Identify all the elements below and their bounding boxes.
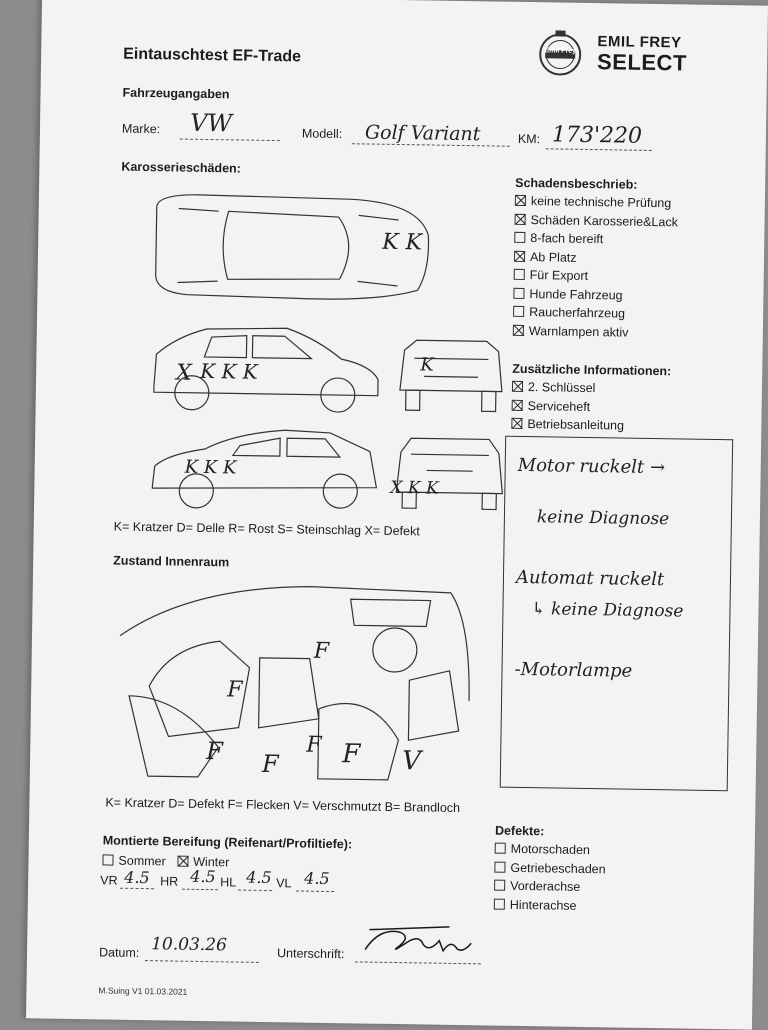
checklist-label: Betriebsanleitung (527, 417, 625, 433)
mark-right-side: K K K (184, 456, 237, 479)
km-label: KM: (517, 131, 541, 147)
hl-line (238, 890, 272, 892)
make-value[interactable]: VW (189, 108, 233, 138)
checkbox[interactable] (512, 381, 523, 392)
checklist-label: Vorderachse (510, 878, 581, 894)
mark-top-view: K K (382, 229, 423, 256)
vl-label: VL (276, 876, 292, 891)
checklist-item[interactable] (512, 380, 625, 400)
checklist-item[interactable] (512, 398, 625, 418)
vr-line (120, 888, 154, 890)
interior-title: Zustand Innenraum (113, 553, 230, 570)
checkbox[interactable] (494, 898, 505, 909)
checklist-label: Motorschaden (510, 841, 591, 858)
checklist-label: Für Export (529, 268, 589, 283)
checklist-label: Serviceheft (527, 398, 591, 414)
mark-interior-v: V (401, 746, 422, 777)
checklist-item[interactable] (494, 897, 605, 917)
mark-interior-f5: F (306, 732, 322, 758)
checkbox[interactable] (514, 250, 525, 261)
checklist-label: Schäden Karosserie&Lack (530, 212, 679, 229)
body-damage-title: Karosserieschäden: (121, 159, 242, 176)
form-version: M.Suing V1 01.03.2021 (98, 985, 188, 997)
checklist-label: keine technische Prüfung (530, 194, 672, 211)
checklist-label: 8-fach bereift (530, 231, 604, 247)
date-value[interactable]: 10.03.26 (151, 934, 228, 956)
hr-line (182, 889, 218, 891)
brand-line-2: SELECT (596, 49, 688, 76)
mark-interior-f2: F (226, 677, 243, 703)
checklist-item[interactable] (494, 860, 605, 880)
winter-label: Winter (193, 854, 230, 870)
checkbox[interactable] (511, 418, 522, 429)
defects-title: Defekte: (494, 823, 545, 839)
mark-interior-f6: F (341, 739, 361, 770)
make-line (180, 139, 280, 142)
mark-left-side: K K K (200, 358, 258, 384)
note-line-1: Motor ruckelt → (517, 454, 666, 479)
mark-interior-f3: F (206, 737, 224, 766)
checkbox[interactable] (515, 195, 526, 206)
note-line-5: -Motorlampe (514, 658, 633, 682)
checklist-label: Raucherfahrzeug (529, 305, 626, 321)
checkbox[interactable] (514, 232, 525, 243)
checklist-item[interactable] (495, 842, 606, 862)
emblem-text: Emil Frey (544, 47, 577, 55)
checkbox[interactable] (515, 213, 526, 224)
summer-checkbox[interactable] (102, 854, 113, 865)
body-damage-legend: K= Kratzer D= Delle R= Rost S= Steinschlag X= Defekt (113, 519, 420, 539)
checkbox[interactable] (513, 324, 524, 335)
inspection-form-sheet (26, 0, 768, 1030)
winter-checkbox[interactable] (177, 856, 188, 867)
model-label: Modell: (301, 126, 343, 142)
tread-depth-row (100, 866, 400, 900)
vl-line (296, 890, 334, 892)
brand-line-1: EMIL FREY (597, 33, 682, 52)
damage-desc-title: Schadensbeschrieb: (515, 175, 638, 192)
make-label: Marke: (121, 121, 161, 137)
date-label: Datum: (98, 945, 140, 961)
checkbox[interactable] (513, 306, 524, 317)
car-diagrams (114, 186, 539, 523)
checkbox[interactable] (495, 843, 506, 854)
mark-front: K (420, 354, 434, 376)
signature-label: Unterschrift: (276, 946, 345, 962)
notes-box[interactable] (500, 436, 734, 792)
mark-left-x: X (175, 360, 193, 386)
hl-label: HL (220, 875, 237, 890)
extra-info-title: Zusätzliche Informationen: (512, 361, 672, 379)
tires-title: Montierte Bereifung (Reifenart/Profiltiefe): (102, 833, 353, 852)
interior-diagram (108, 576, 481, 792)
mark-interior-f1: F (313, 638, 330, 664)
extra-info-list (511, 380, 624, 437)
vehicle-section-title: Fahrzeugangaben (122, 85, 230, 102)
summer-label: Sommer (118, 853, 166, 869)
checklist-item[interactable] (513, 323, 677, 344)
checklist-label: 2. Schlüssel (527, 380, 596, 396)
defects-list (494, 842, 606, 918)
car-rear-view (396, 438, 503, 510)
checklist-item[interactable] (511, 417, 624, 437)
hr-value[interactable]: 4.5 (190, 866, 216, 887)
car-front-view (400, 340, 503, 412)
vl-value[interactable]: 4.5 (304, 868, 330, 888)
emil-frey-emblem (535, 28, 586, 77)
checklist-label: Warnlampen aktiv (528, 323, 629, 340)
vr-label: VR (100, 873, 118, 888)
note-line-3: Automat ruckelt (515, 566, 665, 591)
checkbox[interactable] (513, 287, 524, 298)
model-value[interactable]: Golf Variant (364, 121, 481, 146)
checkbox[interactable] (494, 861, 505, 872)
checkbox[interactable] (514, 269, 525, 280)
checklist-label: Getriebeschaden (510, 860, 606, 876)
form-title: Eintauschtest EF-Trade (123, 45, 302, 66)
hr-label: HR (160, 874, 179, 889)
signature-drawing[interactable] (359, 919, 490, 963)
checkbox[interactable] (494, 880, 505, 891)
mark-rear: X K K (390, 477, 439, 499)
checklist-label: Ab Platz (529, 249, 577, 265)
km-value[interactable]: 173'220 (551, 122, 643, 149)
note-line-2: keine Diagnose (536, 507, 670, 530)
mark-interior-f4: F (261, 749, 279, 779)
date-line (145, 960, 259, 963)
checklist-item[interactable] (494, 879, 605, 899)
vr-value[interactable]: 4.5 (124, 867, 150, 888)
damage-desc-list (513, 194, 679, 345)
checkbox[interactable] (512, 399, 523, 410)
checklist-label: Hinterachse (509, 897, 577, 913)
note-line-4: ↳ keine Diagnose (531, 599, 684, 622)
checklist-label: Hunde Fahrzeug (529, 286, 623, 303)
hl-value[interactable]: 4.5 (246, 867, 272, 888)
interior-legend: K= Kratzer D= Defekt F= Flecken V= Verschmutzt B= Brandloch (105, 795, 461, 816)
